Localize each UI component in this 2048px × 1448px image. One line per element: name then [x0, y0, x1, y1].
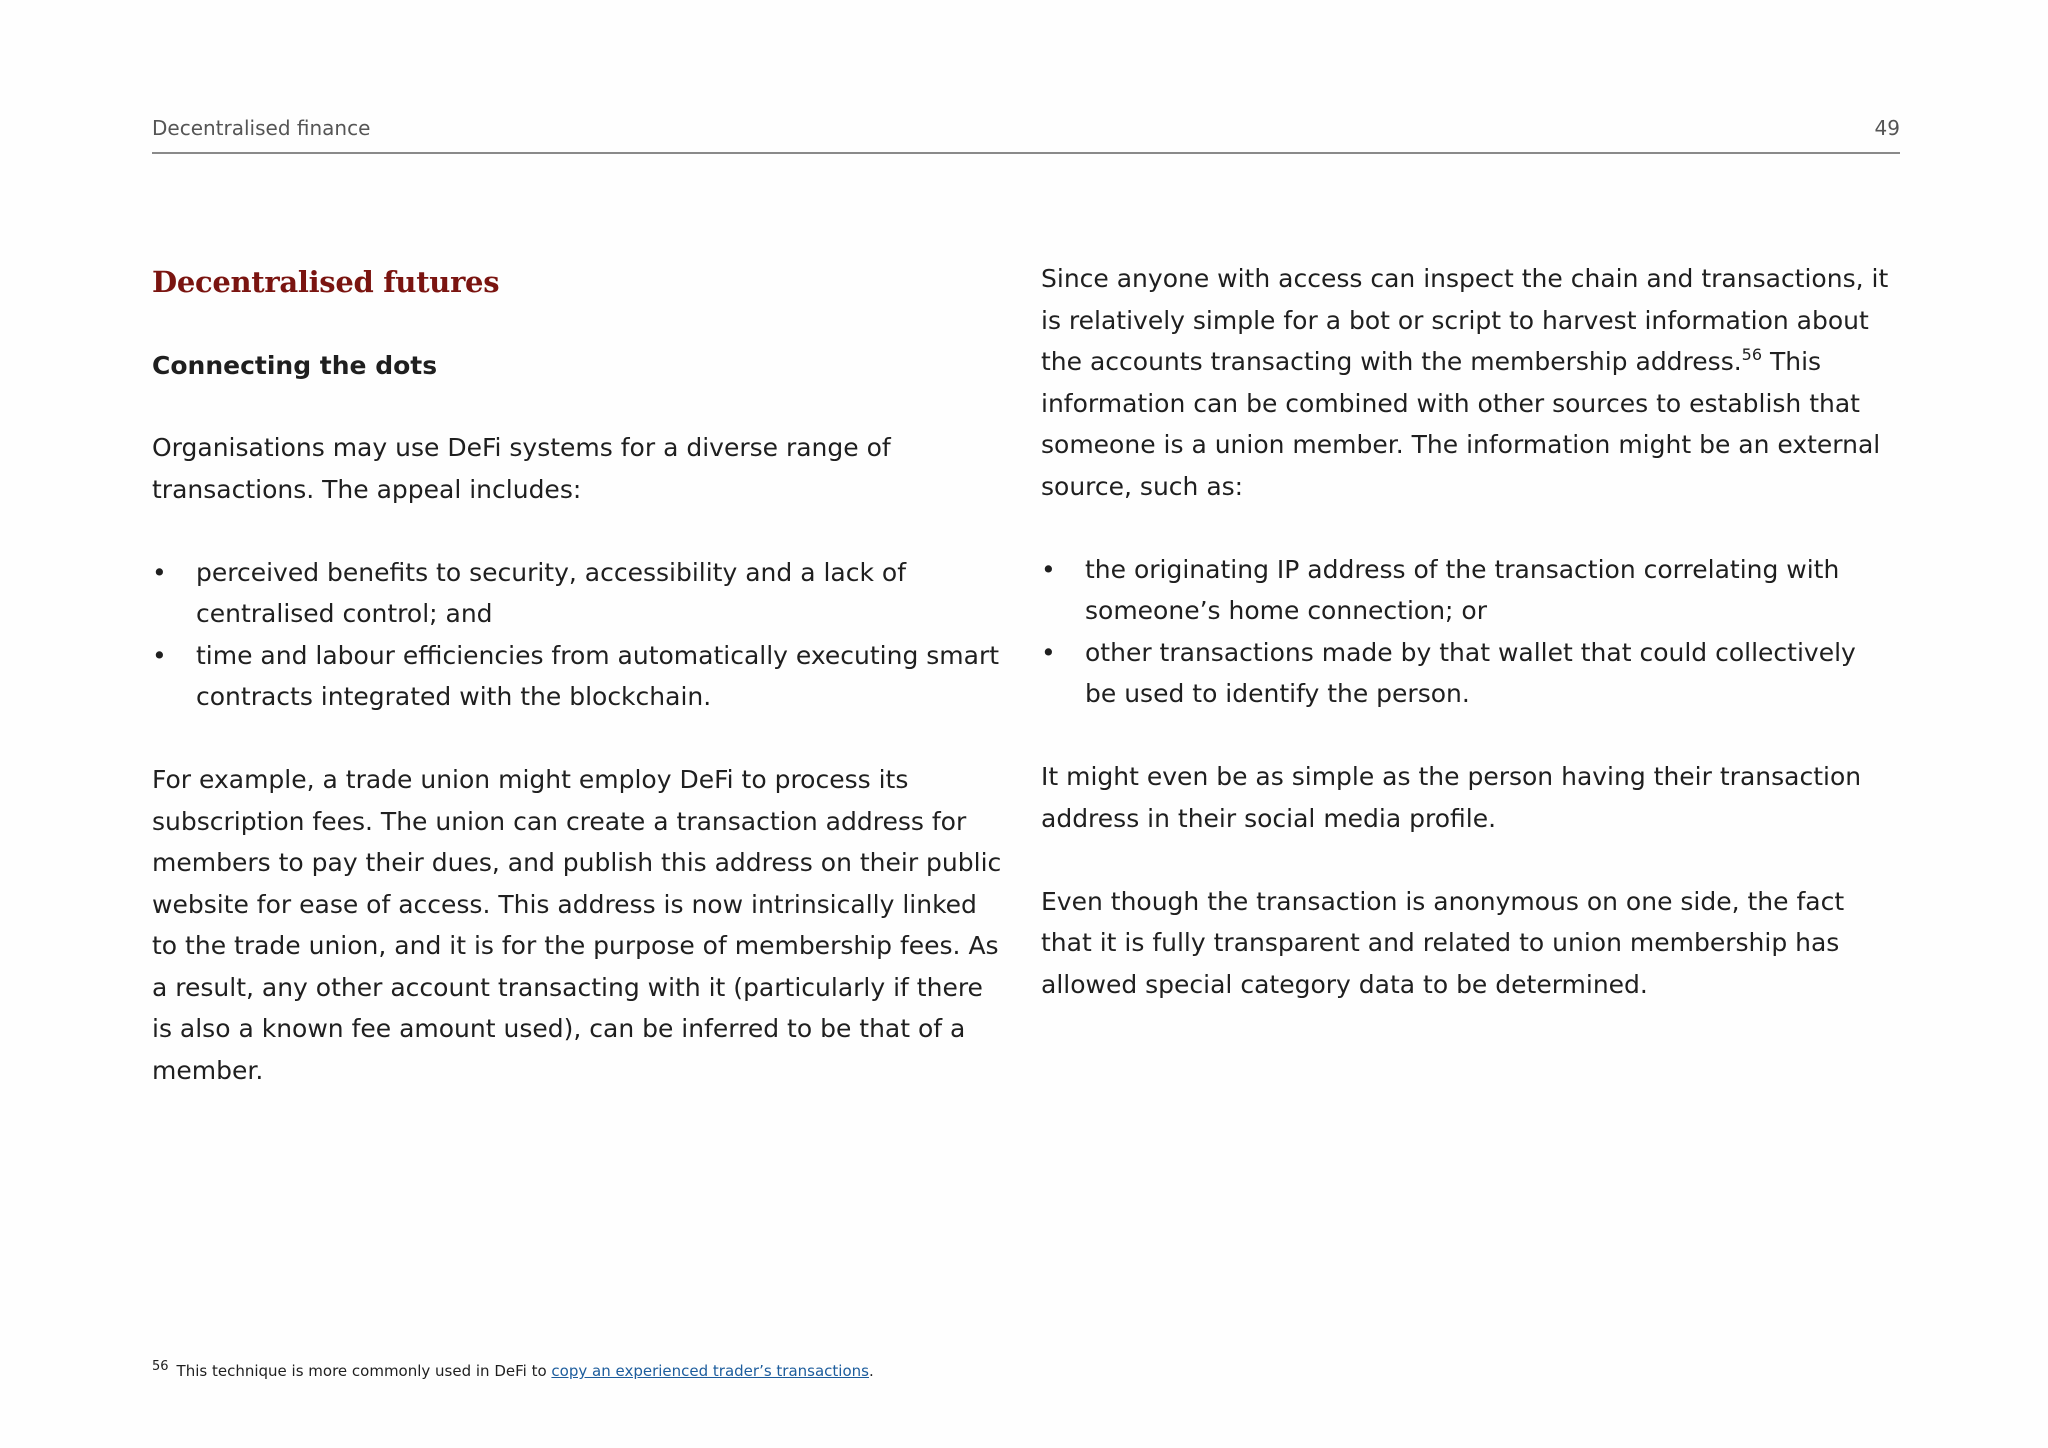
footnote-text: This technique is more commonly used in DeFi to: [176, 1362, 552, 1380]
right-column: [1041, 258, 1891, 1047]
list-item: [1041, 549, 1891, 632]
conclusion-paragraph: Even though the transaction is anonymous on one side, the fact that it is fully transparent and related to union membership has allowed special category data to be determined.: [1041, 886, 1845, 999]
bullet-icon: •: [152, 557, 167, 587]
inspection-text: Since anyone with access can inspect the chain and transactions, it is relatively simple for a bot or script to harvest information about the accounts transacting with the membership address.: [1041, 264, 1889, 376]
list-item-text: perceived benefits to security, accessibility and a lack of centralised control; and: [196, 557, 907, 628]
list-item-text: the originating IP address of the transaction correlating with someone’s home connection; or: [1085, 554, 1840, 625]
footnote: [152, 1359, 874, 1380]
social-media-paragraph: It might even be as simple as the person having their transaction address in their social media profile.: [1041, 762, 1862, 833]
list-item: [152, 552, 1002, 635]
list-item-text: other transactions made by that wallet that could collectively be used to identify the person.: [1085, 637, 1856, 708]
page-header: [152, 112, 1900, 154]
inspection-paragraph: [1041, 258, 1891, 507]
bullet-icon: •: [1041, 637, 1056, 667]
appeal-list: [152, 552, 1002, 718]
intro-paragraph: Organisations may use DeFi systems for a diverse range of transactions. The appeal includes:: [152, 433, 891, 504]
footnote-link[interactable]: copy an experienced trader’s transactions: [551, 1362, 869, 1380]
section-title: Decentralised futures: [152, 265, 500, 299]
footnote-reference[interactable]: 56: [1741, 345, 1763, 364]
footnote-number: 56: [152, 1359, 169, 1374]
page-number: 49: [1874, 116, 1900, 140]
inspection-text-cont: This information can be combined with other sources to establish that someone is a union member. The information might be an external source, such as:: [1041, 347, 1881, 501]
running-title: Decentralised finance: [152, 116, 371, 140]
example-paragraph: For example, a trade union might employ DeFi to process its subscription fees. The union can create a transaction address for members to pay their dues, and publish this address on their public website for ease of access. This address is now intrinsically linked to the trade union, and it is for the purpose of membership fees. As a result, any other account transacting with it (particularly if there is also a known fee amount used), can be inferred to be that of a member.: [152, 765, 1002, 1085]
bullet-icon: •: [152, 640, 167, 670]
bullet-icon: •: [1041, 554, 1056, 584]
sub-title: Connecting the dots: [152, 351, 438, 380]
list-item: [152, 635, 1002, 718]
list-item: [1041, 632, 1891, 715]
footnote-text-end: .: [868, 1362, 874, 1380]
sources-list: [1041, 549, 1891, 715]
left-column: [152, 258, 1002, 1133]
list-item-text: time and labour efficiencies from automatically executing smart contracts integrated with the blockchain.: [196, 640, 1000, 711]
